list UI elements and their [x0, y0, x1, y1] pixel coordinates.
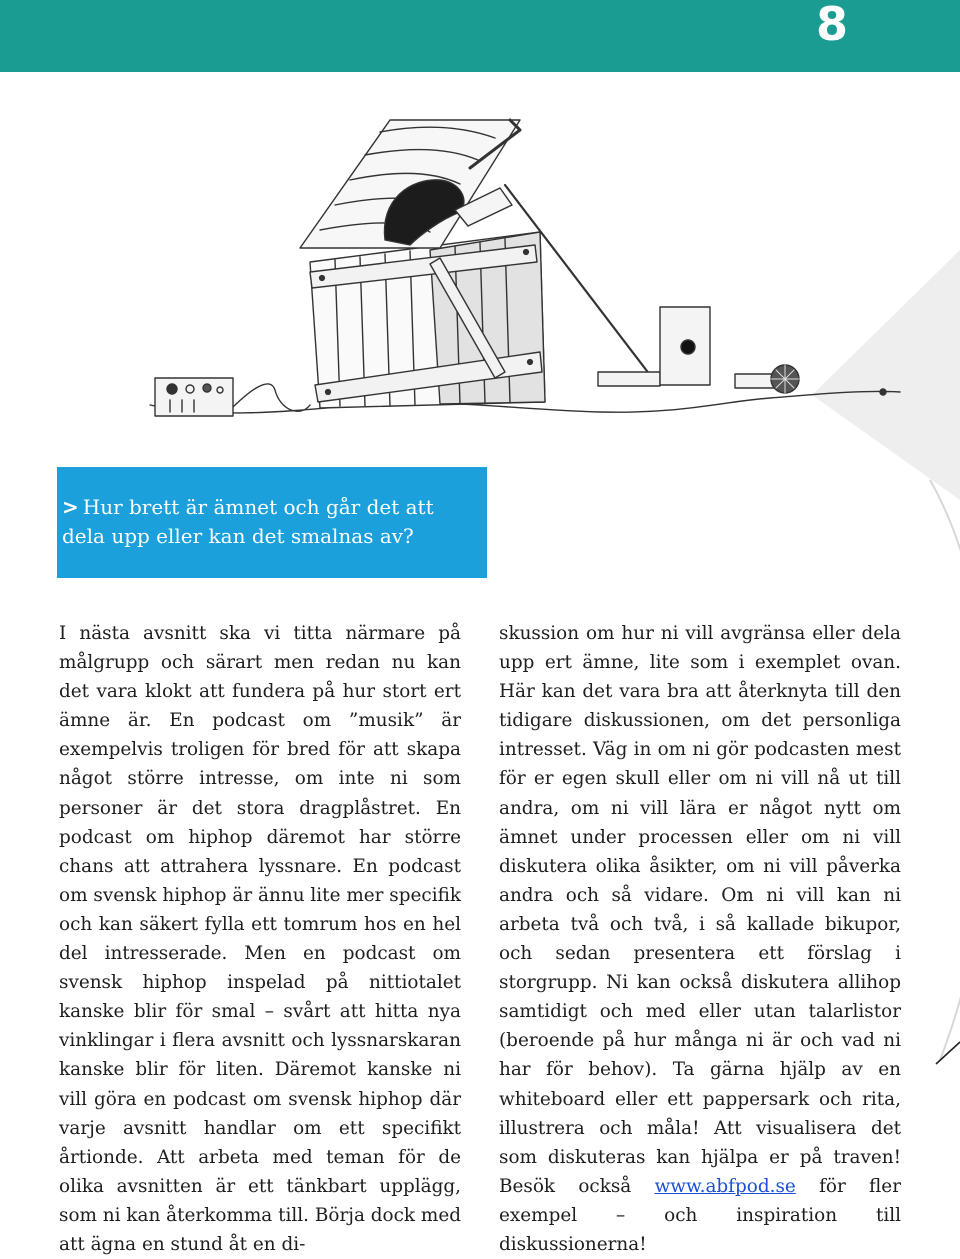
body-column-right [499, 619, 901, 1259]
body-paragraph-left: I nästa avsnitt ska vi titta närmare på målgrupp och särart men redan nu kan det vara klokt att fundera på hur stort ert ämne är. En podcast om ”musik” är exempelvis troligen för bred för att skapa något större intresse, om inte ni som personer är det stora dragplåstret. En podcast om hiphop däremot har större chans att attrahera lyssnare. En podcast om svensk hiphop är ännu lite mer specifik och kan säkert fylla ett tomrum hos en hel del intresserade. Men en podcast om svensk hiphop inspelad på nittiotalet kanske blir för smal – svårt att hitta nya vinklingar i flera avsnitt och lyssnarskaran kanske blir för liten. Däremot kanske ni vill göra en podcast om svensk hiphop där varje avsnitt handlar om ett specifikt årtionde. Att arbeta med teman för de olika avsnitten är ett tänkbart upplägg, som ni kan återkomma till. Börja dock med att ägna en stund åt en di- [59, 623, 461, 1255]
question-arrow: > [62, 495, 79, 519]
podcast-box-illustration [0, 72, 960, 472]
decorative-line [936, 1042, 960, 1064]
body-column-left [59, 619, 461, 1259]
question-text [62, 493, 472, 551]
page-number: 8 [815, 0, 848, 51]
header-bar [0, 0, 960, 72]
body-paragraph-right [499, 619, 901, 1259]
body-text-right: skussion om hur ni vill avgränsa eller dela upp ert ämne, lite som i exemplet ovan. Här kan det vara bra att återknyta till den tidigare diskussionen, om det personliga intresset. Väg in om ni gör podcasten mest för er egen skull eller om ni vill nå ut till andra, om ni vill lära er något nytt om ämnet under processen eller om ni vill diskutera olika åsikter, om ni vill påverka andra och så vidare. Om ni vill kan ni arbeta två och två, i så kallade bikupor, och sedan presentera ett förslag i storgrupp. Ni kan också diskutera allihop samtidigt och med eller utan talarlistor (beroende på hur många ni är och vad ni har för behov). Ta gärna hjälp av en whiteboard eller ett pappersark och rita, illustrera och måla! Att visualisera det som diskuteras kan hjälpa er på traven! Besök också [499, 623, 901, 1197]
decorative-arc [930, 480, 960, 1060]
abfpod-link[interactable]: www.abfpod.se [654, 1175, 796, 1197]
question-label: Hur brett är ämnet och går det att dela upp eller kan det smalnas av? [62, 495, 434, 548]
body-text-right-end: för fler exempel – och inspiration till diskussionerna! [499, 1175, 901, 1255]
